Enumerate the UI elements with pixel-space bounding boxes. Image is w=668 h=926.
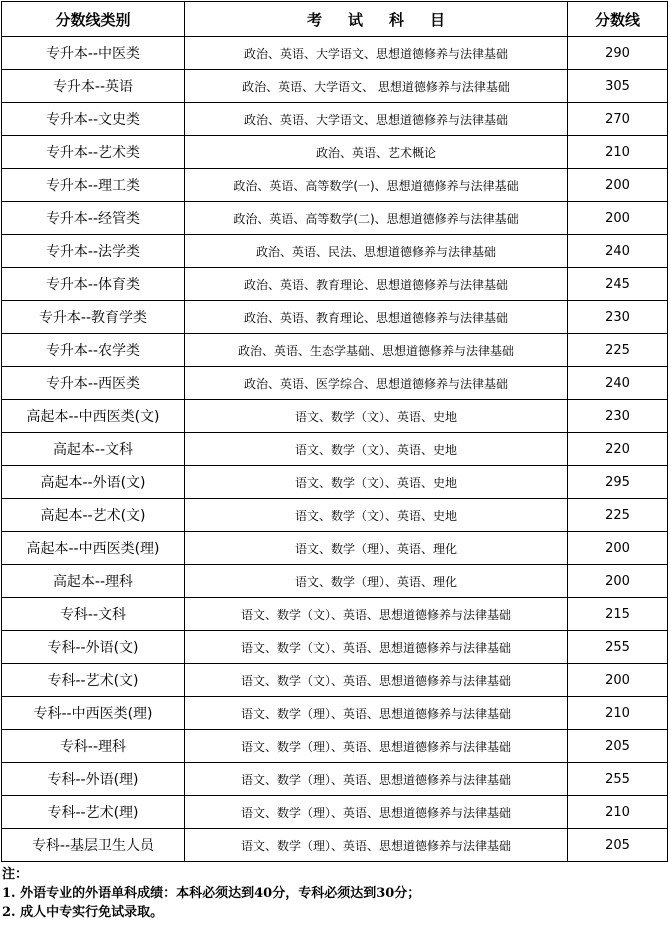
category-cell: 专升本--经管类 — [2, 202, 185, 235]
score-cell: 305 — [568, 70, 668, 103]
subjects-cell: 语文、数学（理）、英语、思想道德修养与法律基础 — [185, 829, 568, 862]
category-cell: 专升本--理工类 — [2, 169, 185, 202]
table-row — [2, 466, 668, 499]
subjects-cell: 语文、数学（理）、英语、思想道德修养与法律基础 — [185, 796, 568, 829]
score-cell: 200 — [568, 202, 668, 235]
category-cell: 专升本--法学类 — [2, 235, 185, 268]
table-row — [2, 301, 668, 334]
subjects-cell: 政治、英语、生态学基础、思想道德修养与法律基础 — [185, 334, 568, 367]
subjects-cell: 政治、英语、教育理论、思想道德修养与法律基础 — [185, 301, 568, 334]
table-row — [2, 664, 668, 697]
score-cell: 225 — [568, 334, 668, 367]
score-cell: 200 — [568, 532, 668, 565]
subjects-cell: 语文、数学（文）、英语、史地 — [185, 400, 568, 433]
category-cell: 专升本--文史类 — [2, 103, 185, 136]
subjects-cell: 政治、英语、大学语文、思想道德修养与法律基础 — [185, 37, 568, 70]
table-row — [2, 202, 668, 235]
subjects-cell: 语文、数学（文）、英语、史地 — [185, 466, 568, 499]
subjects-cell: 政治、英语、民法、思想道德修养与法律基础 — [185, 235, 568, 268]
category-cell: 专科--理科 — [2, 730, 185, 763]
score-cell: 215 — [568, 598, 668, 631]
table-row — [2, 532, 668, 565]
category-cell: 高起本--理科 — [2, 565, 185, 598]
table-row — [2, 367, 668, 400]
table-row — [2, 37, 668, 70]
score-cell: 270 — [568, 103, 668, 136]
score-cell: 200 — [568, 565, 668, 598]
table-header-row — [2, 2, 668, 37]
subjects-cell: 语文、数学（文）、英语、史地 — [185, 499, 568, 532]
score-cell: 255 — [568, 763, 668, 796]
notes — [2, 865, 420, 922]
score-cell: 255 — [568, 631, 668, 664]
subjects-cell: 政治、英语、高等数学(二)、思想道德修养与法律基础 — [185, 202, 568, 235]
table-row — [2, 334, 668, 367]
table-row — [2, 697, 668, 730]
category-cell: 专升本--体育类 — [2, 268, 185, 301]
score-cell: 240 — [568, 235, 668, 268]
category-cell: 专升本--西医类 — [2, 367, 185, 400]
subjects-cell: 语文、数学（理）、英语、思想道德修养与法律基础 — [185, 730, 568, 763]
subjects-cell: 政治、英语、教育理论、思想道德修养与法律基础 — [185, 268, 568, 301]
table-row — [2, 235, 668, 268]
header-category: 分数线类别 — [2, 2, 185, 37]
subjects-cell: 政治、英语、高等数学(一)、思想道德修养与法律基础 — [185, 169, 568, 202]
table-row — [2, 136, 668, 169]
subjects-cell: 语文、数学（文）、英语、思想道德修养与法律基础 — [185, 664, 568, 697]
table-row — [2, 796, 668, 829]
subjects-cell: 政治、英语、艺术概论 — [185, 136, 568, 169]
table-row — [2, 499, 668, 532]
score-table — [1, 1, 668, 862]
score-cell: 245 — [568, 268, 668, 301]
score-cell: 225 — [568, 499, 668, 532]
category-cell: 专升本--中医类 — [2, 37, 185, 70]
category-cell: 专升本--农学类 — [2, 334, 185, 367]
category-cell: 高起本--艺术(文) — [2, 499, 185, 532]
score-cell: 205 — [568, 829, 668, 862]
note-item: 1. 外语专业的外语单科成绩：本科必须达到40分，专科必须达到30分； — [2, 886, 421, 901]
score-cell: 200 — [568, 169, 668, 202]
subjects-cell: 政治、英语、大学语文、 思想道德修养与法律基础 — [185, 70, 568, 103]
table-row — [2, 70, 668, 103]
table-row — [2, 631, 668, 664]
category-cell: 专科--艺术(文) — [2, 664, 185, 697]
table-row — [2, 268, 668, 301]
score-cell: 220 — [568, 433, 668, 466]
table-row — [2, 400, 668, 433]
table-row — [2, 763, 668, 796]
category-cell: 高起本--中西医类(文) — [2, 400, 185, 433]
score-cell: 205 — [568, 730, 668, 763]
table-row — [2, 829, 668, 862]
header-subjects: 考试科目 — [185, 2, 568, 37]
subjects-cell: 语文、数学（文）、英语、思想道德修养与法律基础 — [185, 598, 568, 631]
category-cell: 专科--中西医类(理) — [2, 697, 185, 730]
subjects-cell: 语文、数学（文）、英语、史地 — [185, 433, 568, 466]
notes-heading: 注： — [2, 867, 29, 882]
subjects-cell: 语文、数学（理）、英语、思想道德修养与法律基础 — [185, 763, 568, 796]
category-cell: 专科--基层卫生人员 — [2, 829, 185, 862]
score-cell: 295 — [568, 466, 668, 499]
subjects-cell: 政治、英语、医学综合、思想道德修养与法律基础 — [185, 367, 568, 400]
subjects-cell: 语文、数学（理）、英语、理化 — [185, 565, 568, 598]
score-cell: 290 — [568, 37, 668, 70]
score-cell: 200 — [568, 664, 668, 697]
table-row — [2, 730, 668, 763]
score-cell: 210 — [568, 136, 668, 169]
category-cell: 专升本--教育学类 — [2, 301, 185, 334]
score-cell: 230 — [568, 301, 668, 334]
subjects-cell: 语文、数学（理）、英语、理化 — [185, 532, 568, 565]
table-row — [2, 169, 668, 202]
note-item: 2. 成人中专实行免试录取。 — [2, 905, 164, 920]
category-cell: 专科--外语(文) — [2, 631, 185, 664]
category-cell: 高起本--文科 — [2, 433, 185, 466]
category-cell: 专升本--艺术类 — [2, 136, 185, 169]
score-cell: 230 — [568, 400, 668, 433]
category-cell: 专科--文科 — [2, 598, 185, 631]
category-cell: 专科--外语(理) — [2, 763, 185, 796]
table-row — [2, 598, 668, 631]
category-cell: 高起本--中西医类(理) — [2, 532, 185, 565]
category-cell: 专升本--英语 — [2, 70, 185, 103]
subjects-cell: 语文、数学（文）、英语、思想道德修养与法律基础 — [185, 631, 568, 664]
table-row — [2, 433, 668, 466]
score-cell: 210 — [568, 796, 668, 829]
subjects-cell: 政治、英语、大学语文、思想道德修养与法律基础 — [185, 103, 568, 136]
score-cell: 240 — [568, 367, 668, 400]
score-cell: 210 — [568, 697, 668, 730]
table-row — [2, 565, 668, 598]
header-score: 分数线 — [568, 2, 668, 37]
table-row — [2, 103, 668, 136]
subjects-cell: 语文、数学（理）、英语、思想道德修养与法律基础 — [185, 697, 568, 730]
category-cell: 专科--艺术(理) — [2, 796, 185, 829]
category-cell: 高起本--外语(文) — [2, 466, 185, 499]
